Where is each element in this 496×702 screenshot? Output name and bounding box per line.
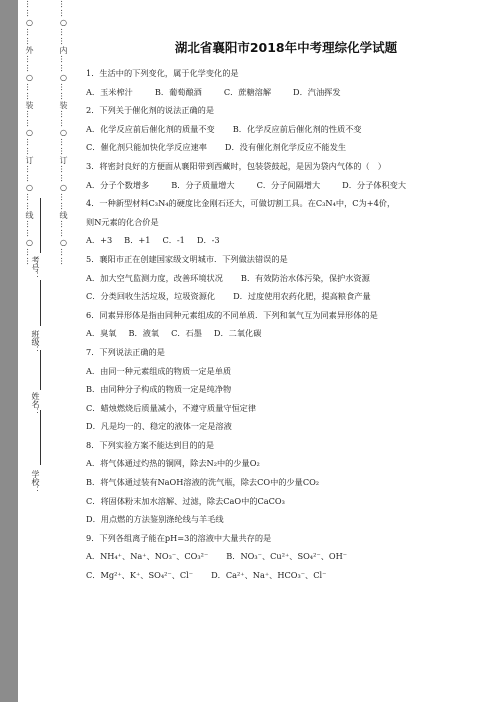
question-stem: 4．一种新型材料C₃N₄的硬度比金刚石还大，可做切割工具。在C₃N₄中，C为+4价， <box>86 198 396 209</box>
question-stem-continued: 则N元素的化合价是 <box>86 216 159 227</box>
option-row <box>86 269 486 288</box>
option-row <box>86 138 486 157</box>
question-stem: 3．将密封良好的方便面从襄阳带到西藏时，包装袋鼓起，是因为袋内气体的（ ） <box>86 160 386 171</box>
question-5 <box>86 250 486 306</box>
question-stem: 2．下列关于催化剂的说法正确的是 <box>86 105 215 116</box>
option-a[interactable]: A．分子个数增多 <box>86 179 150 190</box>
option-b[interactable]: B．+1 <box>124 235 151 246</box>
question-9 <box>86 529 486 585</box>
option-b[interactable]: B．NO₃⁻、Cu²⁺、SO₄²⁻、OH⁻ <box>226 551 348 562</box>
class-label: 班级： <box>31 330 40 354</box>
option-c[interactable]: C．将固体粉末加水溶解、过滤，除去CaO中的CaCO₃ <box>86 495 285 506</box>
option-a[interactable]: A．由同一种元素组成的物质一定是单质 <box>86 365 232 376</box>
option-d[interactable]: D．分子体积变大 <box>342 179 407 190</box>
option-d[interactable]: D．二氧化碳 <box>213 328 262 339</box>
option-d[interactable]: D．汽油挥发 <box>293 86 341 97</box>
seal-line-inner <box>56 0 70 702</box>
option-d[interactable]: D．过度使用农药化肥，提高粮食产量 <box>233 291 371 302</box>
school-label: 学校： <box>31 470 40 494</box>
question-1 <box>86 64 486 101</box>
question-6 <box>86 306 486 343</box>
student-info-fields <box>30 160 52 560</box>
option-d[interactable]: D．Ca²⁺、Na⁺、HCO₃⁻、Cl⁻ <box>211 570 327 581</box>
option-d[interactable]: D．凡是均一的、稳定的液体一定是溶液 <box>86 421 232 432</box>
question-stem: 9．下列各组离子能在pH=3的溶液中大量共存的是 <box>86 532 272 543</box>
question-7 <box>86 343 486 436</box>
option-row <box>86 176 486 195</box>
page-title: 湖北省襄阳市2018年中考理综化学试题 <box>174 40 398 55</box>
option-a[interactable]: A．将气体通过灼热的铜网，除去N₂中的少量O₂ <box>86 458 260 469</box>
option-b[interactable]: B．有效防治水体污染，保护水资源 <box>240 272 370 283</box>
class-field[interactable] <box>40 280 41 326</box>
option-c[interactable]: C．-1 <box>162 235 185 246</box>
option-row <box>86 83 486 102</box>
seal-line-outer-text: ……○……外……○……装……○……订……○……线……○…… <box>25 0 34 266</box>
option-d[interactable]: D．用点燃的方法鉴别涤纶线与羊毛线 <box>86 514 224 525</box>
option-c[interactable]: C．蜡烛燃烧后质量减小，不遵守质量守恒定律 <box>86 402 257 413</box>
question-2 <box>86 101 486 157</box>
option-b[interactable]: B．分子质量增大 <box>171 179 235 190</box>
option-c[interactable]: C．蔗糖溶解 <box>223 86 272 97</box>
option-a[interactable]: A．NH₄⁺、Na⁺、NO₃⁻、CO₃²⁻ <box>86 551 209 562</box>
seal-line-inner-text: ……○……内……○……装……○……订……○……线……○…… <box>59 0 68 266</box>
option-row <box>86 547 486 566</box>
question-8 <box>86 436 486 529</box>
option-c[interactable]: C．分类回收生活垃圾，垃圾资源化 <box>86 291 216 302</box>
option-row <box>86 231 486 250</box>
school-field[interactable] <box>40 410 41 465</box>
option-c[interactable]: C．Mg²⁺、K⁺、SO₄²⁻、Cl⁻ <box>86 570 194 581</box>
name-label: 姓名： <box>31 392 40 416</box>
option-b[interactable]: B．由同种分子构成的物质一定是纯净物 <box>86 384 232 395</box>
question-stem: 7．下列说法正确的是 <box>86 346 165 357</box>
exam-no-field[interactable] <box>40 198 41 253</box>
name-field[interactable] <box>40 350 41 390</box>
option-a[interactable]: A．化学反应前后催化剂的质量不变 <box>86 123 215 134</box>
option-row <box>86 287 486 306</box>
option-b[interactable]: B．液氧 <box>128 328 160 339</box>
option-c[interactable]: C．催化剂只能加快化学反应速率 <box>86 142 207 153</box>
question-stem: 1．生活中的下列变化，属于化学变化的是 <box>86 68 239 78</box>
option-a[interactable]: A．玉米榨汁 <box>86 86 133 97</box>
option-d[interactable]: D．没有催化剂化学反应不能发生 <box>224 142 347 153</box>
option-a[interactable]: A．加大空气监测力度，改善环境状况 <box>86 272 223 283</box>
option-b[interactable]: B．化学反应前后催化剂的性质不变 <box>232 123 362 134</box>
option-a[interactable]: A．臭氧 <box>86 328 117 339</box>
option-d[interactable]: D．-3 <box>196 235 220 246</box>
option-b[interactable]: B．将气体通过装有NaOH溶液的洗气瓶，除去CO中的少量CO₂ <box>86 477 320 488</box>
question-stem: 8．下列实验方案不能达到目的的是 <box>86 439 215 450</box>
exam-no-label: 考号： <box>31 256 40 280</box>
binding-strip <box>0 0 18 702</box>
option-a[interactable]: A．+3 <box>86 235 113 246</box>
question-stem: 5．襄阳市正在创建国家级文明城市．下列做法错误的是 <box>86 253 288 264</box>
option-c[interactable]: C．分子间隔增大 <box>256 179 321 190</box>
question-3 <box>86 157 486 194</box>
option-row <box>86 324 486 343</box>
question-4 <box>86 194 486 250</box>
option-row <box>86 120 486 139</box>
option-row <box>86 566 486 585</box>
option-b[interactable]: B．葡萄酿酒 <box>154 86 202 97</box>
option-c[interactable]: C．石墨 <box>171 328 202 339</box>
exam-page <box>86 38 486 585</box>
question-stem: 6．同素异形体是指由同种元素组成的不同单质．下列和氧气互为同素异形体的是 <box>86 309 378 320</box>
